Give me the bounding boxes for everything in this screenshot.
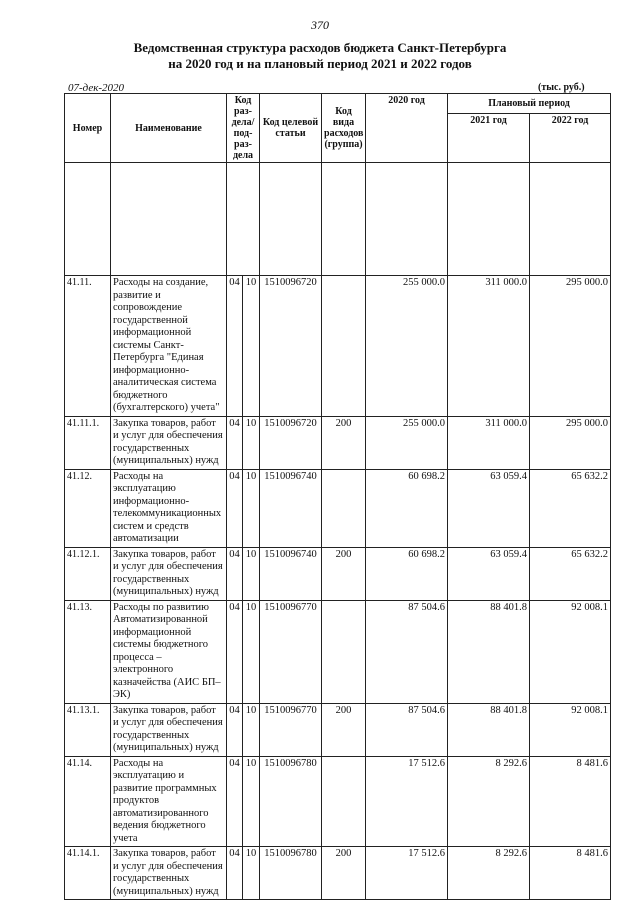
header-spacer-row bbox=[65, 163, 611, 276]
row-subsection: 10 bbox=[243, 847, 260, 900]
row-value-2022: 295 000.0 bbox=[530, 276, 611, 417]
row-number: 41.11.1. bbox=[65, 416, 111, 469]
row-value-2022: 8 481.6 bbox=[530, 756, 611, 847]
row-target-code: 1510096720 bbox=[260, 276, 322, 417]
row-value-2022: 8 481.6 bbox=[530, 847, 611, 900]
row-name: Закупка товаров, работ и услуг для обеспечения государственных (муниципальных) нужд bbox=[111, 703, 227, 756]
header-section-code: Код раз-дела/ под-раз-дела bbox=[227, 94, 260, 163]
row-subsection: 10 bbox=[243, 469, 260, 547]
header-name: Наименование bbox=[111, 94, 227, 163]
row-number: 41.13. bbox=[65, 600, 111, 703]
row-name: Расходы по развитию Автоматизированной информационной системы бюджетного процесса – электронного казначейства (АИС БП–ЭК) bbox=[111, 600, 227, 703]
header-2020: 2020 год bbox=[366, 94, 448, 163]
row-value-2022: 92 008.1 bbox=[530, 600, 611, 703]
header-number: Номер bbox=[65, 94, 111, 163]
row-target-code: 1510096770 bbox=[260, 600, 322, 703]
row-value-2020: 60 698.2 bbox=[366, 547, 448, 600]
row-expense-type bbox=[322, 600, 366, 703]
row-expense-type: 200 bbox=[322, 547, 366, 600]
row-name: Расходы на эксплуатацию и развитие программных продуктов автоматизированного ведения бюджетного учета bbox=[111, 756, 227, 847]
row-section: 04 bbox=[227, 703, 243, 756]
row-target-code: 1510096780 bbox=[260, 847, 322, 900]
row-value-2022: 92 008.1 bbox=[530, 703, 611, 756]
table-row bbox=[65, 276, 611, 417]
row-number: 41.12.1. bbox=[65, 547, 111, 600]
row-target-code: 1510096740 bbox=[260, 469, 322, 547]
row-expense-type bbox=[322, 756, 366, 847]
row-subsection: 10 bbox=[243, 276, 260, 417]
header-2021: 2021 год bbox=[448, 113, 530, 162]
row-value-2021: 311 000.0 bbox=[448, 276, 530, 417]
row-expense-type: 200 bbox=[322, 416, 366, 469]
header-expense-type: Код вида расходов (группа) bbox=[322, 94, 366, 163]
row-expense-type bbox=[322, 276, 366, 417]
row-value-2022: 65 632.2 bbox=[530, 547, 611, 600]
page-number: 370 bbox=[311, 18, 329, 32]
table-row bbox=[65, 416, 611, 469]
row-expense-type: 200 bbox=[322, 847, 366, 900]
row-value-2020: 255 000.0 bbox=[366, 276, 448, 417]
row-value-2021: 63 059.4 bbox=[448, 469, 530, 547]
row-subsection: 10 bbox=[243, 547, 260, 600]
row-target-code: 1510096780 bbox=[260, 756, 322, 847]
row-value-2020: 255 000.0 bbox=[366, 416, 448, 469]
header-target-code: Код целевой статьи bbox=[260, 94, 322, 163]
row-value-2022: 65 632.2 bbox=[530, 469, 611, 547]
row-section: 04 bbox=[227, 276, 243, 417]
report-date: 07-дек-2020 bbox=[68, 82, 125, 94]
row-value-2021: 8 292.6 bbox=[448, 847, 530, 900]
units-label: (тыс. руб.) bbox=[538, 82, 585, 93]
row-subsection: 10 bbox=[243, 416, 260, 469]
row-section: 04 bbox=[227, 600, 243, 703]
table-row bbox=[65, 703, 611, 756]
table-row bbox=[65, 547, 611, 600]
row-section: 04 bbox=[227, 547, 243, 600]
row-value-2020: 17 512.6 bbox=[366, 847, 448, 900]
row-name: Закупка товаров, работ и услуг для обеспечения государственных (муниципальных) нужд bbox=[111, 547, 227, 600]
budget-table bbox=[64, 93, 611, 900]
row-expense-type bbox=[322, 469, 366, 547]
row-number: 41.11. bbox=[65, 276, 111, 417]
row-number: 41.13.1. bbox=[65, 703, 111, 756]
table-row bbox=[65, 847, 611, 900]
row-number: 41.14. bbox=[65, 756, 111, 847]
row-target-code: 1510096740 bbox=[260, 547, 322, 600]
row-value-2020: 87 504.6 bbox=[366, 703, 448, 756]
row-value-2022: 295 000.0 bbox=[530, 416, 611, 469]
row-value-2021: 311 000.0 bbox=[448, 416, 530, 469]
table-row bbox=[65, 600, 611, 703]
row-target-code: 1510096720 bbox=[260, 416, 322, 469]
document-title bbox=[0, 40, 640, 72]
row-section: 04 bbox=[227, 756, 243, 847]
row-value-2021: 88 401.8 bbox=[448, 600, 530, 703]
row-section: 04 bbox=[227, 469, 243, 547]
table-row bbox=[65, 756, 611, 847]
row-subsection: 10 bbox=[243, 703, 260, 756]
header-2022: 2022 год bbox=[530, 113, 611, 162]
row-value-2021: 63 059.4 bbox=[448, 547, 530, 600]
row-name: Закупка товаров, работ и услуг для обеспечения государственных (муниципальных) нужд bbox=[111, 416, 227, 469]
row-subsection: 10 bbox=[243, 600, 260, 703]
row-expense-type: 200 bbox=[322, 703, 366, 756]
row-name: Расходы на создание, развитие и сопровождение государственной информационной системы Санкт-Петербурга "Единая информационно-аналитическая система бюджетного (бухгалтерского) учета" bbox=[111, 276, 227, 417]
title-line-2: на 2020 год и на плановый период 2021 и 2022 годов bbox=[168, 56, 472, 71]
row-section: 04 bbox=[227, 847, 243, 900]
row-value-2021: 88 401.8 bbox=[448, 703, 530, 756]
row-number: 41.14.1. bbox=[65, 847, 111, 900]
header-planned-period: Плановый период bbox=[448, 94, 611, 114]
row-name: Расходы на эксплуатацию информационно-телекоммуникационных систем и средств автоматизации bbox=[111, 469, 227, 547]
row-value-2021: 8 292.6 bbox=[448, 756, 530, 847]
row-value-2020: 60 698.2 bbox=[366, 469, 448, 547]
table-row bbox=[65, 469, 611, 547]
row-subsection: 10 bbox=[243, 756, 260, 847]
row-section: 04 bbox=[227, 416, 243, 469]
row-number: 41.12. bbox=[65, 469, 111, 547]
row-value-2020: 17 512.6 bbox=[366, 756, 448, 847]
title-line-1: Ведомственная структура расходов бюджета Санкт-Петербурга bbox=[133, 40, 507, 55]
row-name: Закупка товаров, работ и услуг для обеспечения государственных (муниципальных) нужд bbox=[111, 847, 227, 900]
row-value-2020: 87 504.6 bbox=[366, 600, 448, 703]
row-target-code: 1510096770 bbox=[260, 703, 322, 756]
